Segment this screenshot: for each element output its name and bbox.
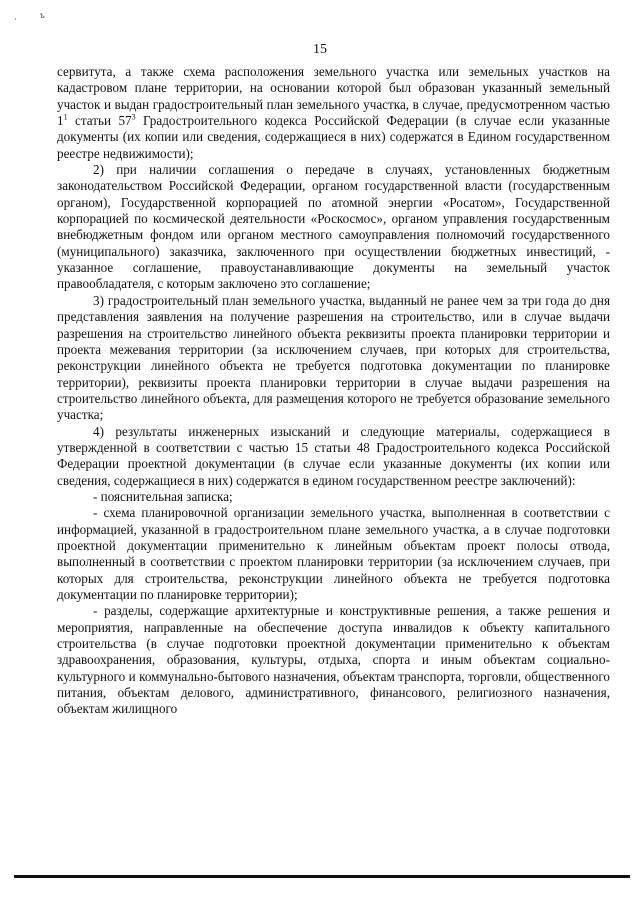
- paragraph: [57, 424, 610, 489]
- paragraph-text: 2) при наличии соглашения о передаче в случаях, установленных бюджетным законодательством Российской Федерации, органом государственной власти (государственным органом), Государственной корпорацией по атомной энергии «Росатом», Государственной корпорацией по космической деятельности «Роскосмос», органом управления государственным внебюджетным фондом или органом местного самоуправления полномочий государственного (муниципального) заказчика, заключенного при осуществлении бюджетных инвестиций, - указанное соглашение, правоустанавливающие документы на земельный участок правообладателя, с которым заключено это соглашение;: [57, 162, 610, 292]
- document-body: [57, 64, 610, 718]
- paragraph-text: статьи: [67, 113, 119, 129]
- paragraph-text: - схема планировочной организации земельного участка, выполненная в соответствии с информацией, указанной в градостроительном плане земельного участка, а в случае подготовки проектной документации применительно к линейным объектам проект полосы отвода, выполненный в соответствии с проектом планировки территории (за исключением случаев, при которых для строительства, реконструкции линейного объекта не требуется подготовка документации по планировке территории);: [57, 505, 610, 602]
- scan-artifact-mark: ·: [14, 14, 17, 24]
- paragraph-text: 3) градостроительный план земельного участка, выданный не ранее чем за три года до дня представления заявления на получение разрешения на строительство, или в случае выдачи разрешения на строительство линейного объекта реквизиты проекта планировки территории и проекта межевания территории (за исключением случаев, при которых для строительства, реконструкции линейного объекта не требуется подготовка документации по планировке территории), реквизиты проекта планировки территории в случае выдачи разрешения на строительство линейного объекта, для размещения которого не требуется образование земельного участка;: [57, 292, 610, 423]
- paragraph: [57, 293, 610, 424]
- article-reference-number: 1: [57, 113, 64, 129]
- paragraph-text: 4) результаты инженерных изысканий и следующие материалы, содержащиеся в утвержденной в соответствии с частью 15 статьи 48 Градостроительного кодекса Российской Федерации проектной документации (в случае если указанные документы (их копии или сведения, содержащиеся в них) содержатся в едином государственном реестре заключений):: [57, 423, 610, 488]
- paragraph: [57, 64, 610, 162]
- article-reference-superscript: 3: [131, 112, 136, 122]
- scan-artifact-mark: ъ: [40, 10, 45, 20]
- paragraph: [57, 603, 610, 717]
- paragraph-text: - разделы, содержащие архитектурные и конструктивные решения, а также решения и мероприятия, направленные на обеспечение доступа инвалидов к объекту капитального строительства (в случае подготовки проектной документации применительно к объектам здравоохранения, образования, культуры, отдыха, спорта и иным объектам социально-культурного и коммунально-бытового назначения, объектам транспорта, торговли, общественного питания, объектам делового, административного, финансового, религиозного назначения, объектам жилищного: [57, 603, 610, 717]
- article-reference-superscript: 1: [63, 112, 68, 122]
- paragraph-text: - пояснительная записка;: [93, 488, 233, 504]
- page-bottom-divider: [14, 875, 630, 878]
- paragraph: [57, 489, 610, 505]
- paragraph: [57, 162, 610, 293]
- article-reference-number: 57: [118, 113, 132, 129]
- paragraph: [57, 505, 610, 603]
- paragraph-text: сервитута, а также схема расположения земельного участка или земельных участков на кадастровом плане территории, на основании которой был образован указанный земельный участок и выдан градостроительный план земельного участка, в случае, предусмотренном частью: [57, 64, 610, 112]
- page-number: 15: [313, 42, 327, 57]
- paragraph-text: Градостроительного кодекса Российской Федерации (в случае если указанные документы (их копии или сведения, содержащиеся в них) содержатся в Едином государственном реестре недвижимости);: [57, 113, 610, 161]
